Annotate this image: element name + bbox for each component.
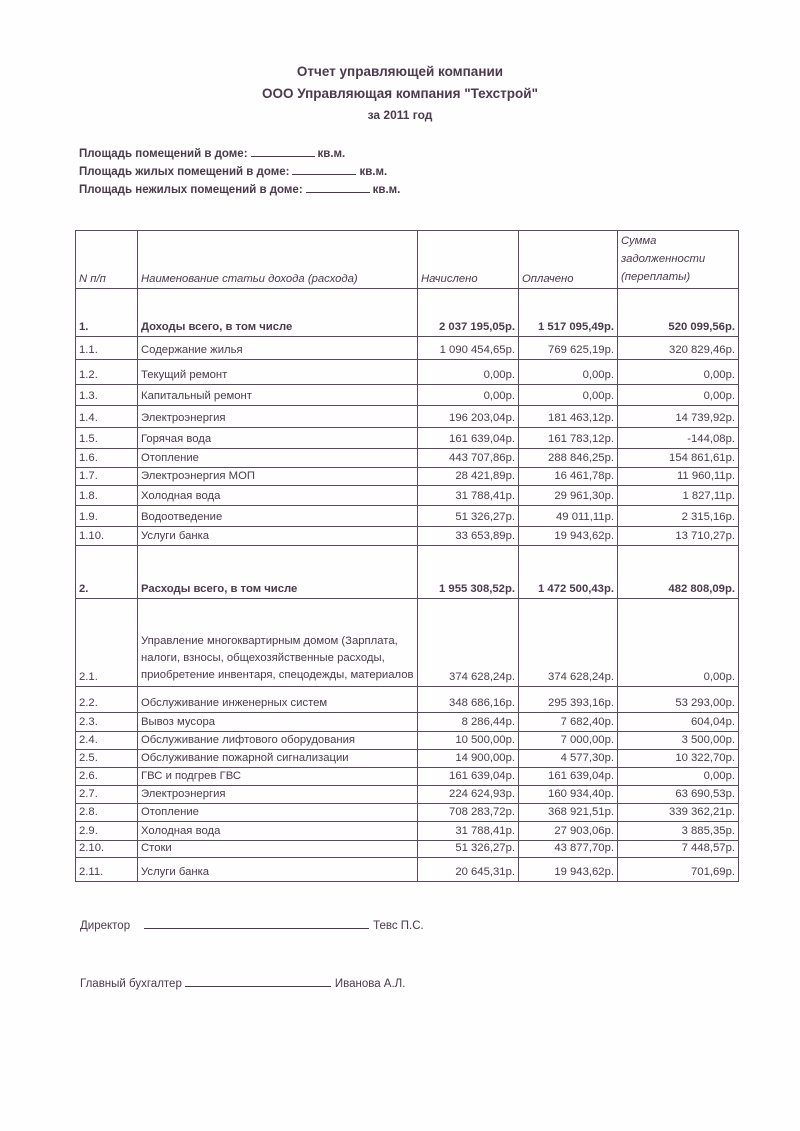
table-row [76,428,739,449]
director-signature-line [144,918,369,929]
row-paid: 181 463,12р. [519,406,618,428]
row-debt: 63 690,53р. [618,786,739,804]
row-item-name: Обслуживание лифтового оборудования [138,732,418,750]
table-row [76,750,739,768]
row-paid: 29 961,30р. [519,486,618,506]
col-header-number: N п/п [76,231,138,289]
row-debt: 14 739,92р. [618,406,739,428]
row-item-name: Отопление [138,449,418,468]
row-number: 2.10. [76,841,138,858]
row-charged: 10 500,00р. [418,732,519,750]
table-row [76,768,739,786]
table-row [76,527,739,546]
row-paid: 161 639,04р. [519,768,618,786]
row-paid: 368 921,51р. [519,804,618,822]
row-item-name: Услуги банка [138,858,418,882]
col-header-item-name: Наименование статьи дохода (расхода) [138,231,418,289]
row-charged: 33 653,89р. [418,527,519,546]
row-number: 1.7. [76,468,138,486]
row-charged: 1 955 308,52р. [418,546,519,599]
row-paid: 0,00р. [519,385,618,406]
row-item-name: Обслуживание пожарной сигнализации [138,750,418,768]
table-row [76,449,739,468]
table-row [76,687,739,713]
row-charged: 8 286,44р. [418,713,519,732]
row-item-name: Электроэнергия МОП [138,468,418,486]
row-item-name: Капитальный ремонт [138,385,418,406]
row-charged: 161 639,04р. [418,428,519,449]
table-row [76,858,739,882]
row-debt: 0,00р. [618,768,739,786]
report-period: за 2011 год [367,108,433,122]
row-paid: 288 846,25р. [519,449,618,468]
row-charged: 708 283,72р. [418,804,519,822]
total-area-label: Площадь помещений в доме: [79,148,248,160]
row-charged: 20 645,31р. [418,858,519,882]
accountant-signature-line [185,976,331,987]
row-charged: 28 421,89р. [418,468,519,486]
row-number: 2.9. [76,822,138,841]
col-header-charged: Начислено [418,231,519,289]
row-debt: 520 099,56р. [618,289,739,337]
row-debt: 10 322,70р. [618,750,739,768]
nonresidential-area-line [79,182,400,196]
row-number: 1.6. [76,449,138,468]
row-item-name: Электроэнергия [138,786,418,804]
table-row [76,486,739,506]
row-number: 2. [76,546,138,599]
director-role: Директор [80,920,131,932]
table-row [76,406,739,428]
nonresidential-area-blank [306,182,370,193]
total-area-unit: кв.м. [317,148,346,160]
total-area-line [79,146,345,160]
row-item-name: Холодная вода [138,822,418,841]
nonresidential-area-label: Площадь нежилых помещений в доме: [79,184,303,196]
row-debt: 482 808,09р. [618,546,739,599]
table-row [76,385,739,406]
row-item-name: Водоотведение [138,506,418,527]
table-row [76,360,739,385]
director-signature [80,918,424,932]
row-paid: 16 461,78р. [519,468,618,486]
row-charged: 31 788,41р. [418,822,519,841]
row-paid: 7 682,40р. [519,713,618,732]
row-number: 2.4. [76,732,138,750]
residential-area-label: Площадь жилых помещений в доме: [79,166,290,178]
residential-area-blank [292,164,356,175]
row-item-name: Услуги банка [138,527,418,546]
col-header-debt: Сумма задолженности (переплаты) [618,231,739,289]
row-debt: 3 500,00р. [618,732,739,750]
table-header-row [76,231,739,289]
table-row [76,337,739,360]
row-number: 1.4. [76,406,138,428]
row-charged: 51 326,27р. [418,506,519,527]
table-row-total [76,546,739,599]
row-item-name: Текущий ремонт [138,360,418,385]
row-charged: 1 090 454,65р. [418,337,519,360]
row-paid: 1 517 095,49р. [519,289,618,337]
table-row [76,786,739,804]
report-title: Отчет управляющей компании [296,64,504,79]
row-number: 1.1. [76,337,138,360]
row-paid: 0,00р. [519,360,618,385]
table-row-total [76,289,739,337]
row-debt: 0,00р. [618,360,739,385]
row-item-name: Обслуживание инженерных систем [138,687,418,713]
row-charged: 0,00р. [418,360,519,385]
table-row [76,506,739,527]
row-number: 2.6. [76,768,138,786]
row-item-name: Доходы всего, в том числе [138,289,418,337]
nonresidential-area-unit: кв.м. [372,184,401,196]
row-item-name: Отопление [138,804,418,822]
row-charged: 14 900,00р. [418,750,519,768]
row-debt: 7 448,57р. [618,841,739,858]
row-debt: 3 885,35р. [618,822,739,841]
row-debt: 53 293,00р. [618,687,739,713]
row-number: 2.1. [76,599,138,687]
row-paid: 43 877,70р. [519,841,618,858]
row-paid: 19 943,62р. [519,527,618,546]
row-paid: 19 943,62р. [519,858,618,882]
table-row [76,713,739,732]
row-debt: 11 960,11р. [618,468,739,486]
table-row [76,468,739,486]
table-row [76,841,739,858]
row-item-name: Содержание жилья [138,337,418,360]
row-paid: 4 577,30р. [519,750,618,768]
row-item-name: ГВС и подгрев ГВС [138,768,418,786]
row-charged: 161 639,04р. [418,768,519,786]
row-paid: 27 903,06р. [519,822,618,841]
row-item-name: Расходы всего, в том числе [138,546,418,599]
row-debt: 339 362,21р. [618,804,739,822]
row-charged: 348 686,16р. [418,687,519,713]
row-charged: 31 788,41р. [418,486,519,506]
row-paid: 7 000,00р. [519,732,618,750]
row-number: 2.8. [76,804,138,822]
row-number: 2.5. [76,750,138,768]
row-number: 1. [76,289,138,337]
row-number: 2.3. [76,713,138,732]
income-expense-table [75,230,739,882]
row-number: 2.2. [76,687,138,713]
row-paid: 49 011,11р. [519,506,618,527]
row-item-name: Электроэнергия [138,406,418,428]
row-item-name: Горячая вода [138,428,418,449]
row-debt: 0,00р. [618,385,739,406]
row-debt: 604,04р. [618,713,739,732]
accountant-name: Иванова А.Л. [334,978,406,990]
row-charged: 374 628,24р. [418,599,519,687]
row-number: 1.2. [76,360,138,385]
row-charged: 0,00р. [418,385,519,406]
row-number: 2.11. [76,858,138,882]
accountant-signature [80,976,405,990]
table-row [76,599,739,687]
row-charged: 224 624,93р. [418,786,519,804]
row-debt: 0,00р. [618,599,739,687]
row-debt: 320 829,46р. [618,337,739,360]
table-row [76,732,739,750]
residential-area-unit: кв.м. [359,166,388,178]
company-name: ООО Управляющая компания "Техстрой" [261,86,538,101]
table-row [76,822,739,841]
row-debt: -144,08р. [618,428,739,449]
row-item-name: Холодная вода [138,486,418,506]
row-charged: 443 707,86р. [418,449,519,468]
row-debt: 701,69р. [618,858,739,882]
row-paid: 295 393,16р. [519,687,618,713]
row-item-name: Стоки [138,841,418,858]
row-debt: 154 861,61р. [618,449,739,468]
row-paid: 374 628,24р. [519,599,618,687]
table-body [76,289,739,882]
row-debt: 1 827,11р. [618,486,739,506]
accountant-role: Главный бухгалтер [80,978,182,990]
row-paid: 160 934,40р. [519,786,618,804]
row-item-name: Вывоз мусора [138,713,418,732]
row-charged: 2 037 195,05р. [418,289,519,337]
row-charged: 51 326,27р. [418,841,519,858]
row-debt: 13 710,27р. [618,527,739,546]
col-header-paid: Оплачено [519,231,618,289]
table-row [76,804,739,822]
row-number: 1.3. [76,385,138,406]
row-number: 1.5. [76,428,138,449]
row-paid: 1 472 500,43р. [519,546,618,599]
row-charged: 196 203,04р. [418,406,519,428]
row-number: 1.9. [76,506,138,527]
row-paid: 769 625,19р. [519,337,618,360]
row-number: 2.7. [76,786,138,804]
total-area-blank [251,146,315,157]
row-paid: 161 783,12р. [519,428,618,449]
row-number: 1.10. [76,527,138,546]
row-item-name: Управление многоквартирным домом (Зарплата, налоги, взносы, общехозяйственные расходы, приобретение инвентаря, спецодежды, материалов [138,599,418,687]
row-debt: 2 315,16р. [618,506,739,527]
director-name: Тевс П.С. [373,920,424,932]
row-number: 1.8. [76,486,138,506]
residential-area-line [79,164,387,178]
